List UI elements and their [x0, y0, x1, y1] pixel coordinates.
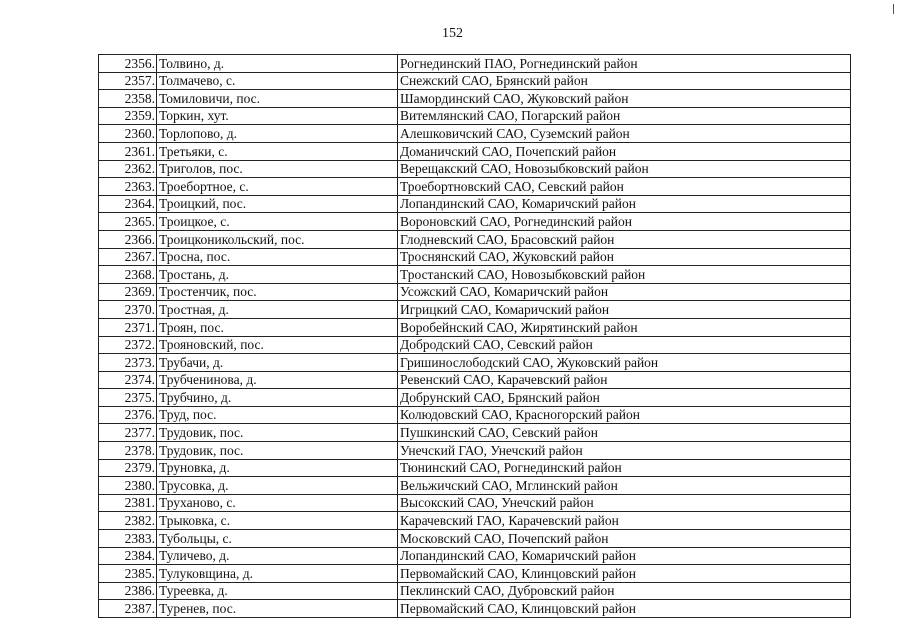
row-number-cell: 2362. [99, 160, 157, 178]
settlement-name-cell: Труновка, д. [157, 459, 398, 477]
administration-district-cell: Рогнединский ПАО, Рогнединский район [398, 55, 851, 73]
administration-district-cell: Верещакский САО, Новозыбковский район [398, 160, 851, 178]
row-number-cell: 2384. [99, 547, 157, 565]
administration-district-cell: Пеклинский САО, Дубровский район [398, 582, 851, 600]
table-row [99, 547, 851, 565]
row-number-cell: 2366. [99, 230, 157, 248]
administration-district-cell: Снежский САО, Брянский район [398, 72, 851, 90]
settlement-name-cell: Трудовик, пос. [157, 442, 398, 460]
administration-district-cell: Тростанский САО, Новозыбковский район [398, 266, 851, 284]
table-row [99, 266, 851, 284]
settlement-name-cell: Тулуковщина, д. [157, 565, 398, 583]
row-number-cell: 2373. [99, 354, 157, 372]
settlement-name-cell: Тростань, д. [157, 266, 398, 284]
settlement-name-cell: Трудовик, пос. [157, 424, 398, 442]
table-row [99, 406, 851, 424]
table-row [99, 142, 851, 160]
administration-district-cell: Колюдовский САО, Красногорский район [398, 406, 851, 424]
row-number-cell: 2372. [99, 336, 157, 354]
settlement-name-cell: Трубчино, д. [157, 389, 398, 407]
row-number-cell: 2371. [99, 318, 157, 336]
table-row [99, 424, 851, 442]
administration-district-cell: Унечский ГАО, Унечский район [398, 442, 851, 460]
table-row [99, 389, 851, 407]
table-row [99, 565, 851, 583]
settlement-name-cell: Туренев, пос. [157, 600, 398, 618]
settlement-name-cell: Труханово, с. [157, 494, 398, 512]
administration-district-cell: Лопандинский САО, Комаричский район [398, 547, 851, 565]
table-row [99, 230, 851, 248]
settlement-name-cell: Туреевка, д. [157, 582, 398, 600]
row-number-cell: 2357. [99, 72, 157, 90]
settlement-name-cell: Томиловичи, пос. [157, 90, 398, 108]
administration-district-cell: Первомайский САО, Клинцовский район [398, 600, 851, 618]
settlement-name-cell: Триголов, пос. [157, 160, 398, 178]
row-number-cell: 2382. [99, 512, 157, 530]
table-row [99, 213, 851, 231]
settlement-name-cell: Толмачево, с. [157, 72, 398, 90]
scan-corner-mark [893, 4, 894, 14]
table-row [99, 72, 851, 90]
administration-district-cell: Московский САО, Почепский район [398, 530, 851, 548]
settlement-name-cell: Тростная, д. [157, 301, 398, 319]
table-row [99, 512, 851, 530]
row-number-cell: 2364. [99, 195, 157, 213]
row-number-cell: 2386. [99, 582, 157, 600]
settlement-name-cell: Трубченинова, д. [157, 371, 398, 389]
table-row [99, 318, 851, 336]
settlement-name-cell: Трояновский, пос. [157, 336, 398, 354]
administration-district-cell: Усожский САО, Комаричский район [398, 283, 851, 301]
administration-district-cell: Вельжичский САО, Мглинский район [398, 477, 851, 495]
settlement-name-cell: Троицконикольский, пос. [157, 230, 398, 248]
administration-district-cell: Добродский САО, Севский район [398, 336, 851, 354]
administration-district-cell: Пушкинский САО, Севский район [398, 424, 851, 442]
administration-district-cell: Ревенский САО, Карачевский район [398, 371, 851, 389]
row-number-cell: 2375. [99, 389, 157, 407]
settlement-name-cell: Торкин, хут. [157, 107, 398, 125]
row-number-cell: 2363. [99, 178, 157, 196]
table-row [99, 55, 851, 73]
row-number-cell: 2383. [99, 530, 157, 548]
table-row [99, 160, 851, 178]
table-row [99, 301, 851, 319]
settlement-name-cell: Туличево, д. [157, 547, 398, 565]
row-number-cell: 2356. [99, 55, 157, 73]
administration-district-cell: Тюнинский САО, Рогнединский район [398, 459, 851, 477]
row-number-cell: 2377. [99, 424, 157, 442]
row-number-cell: 2380. [99, 477, 157, 495]
settlement-name-cell: Троян, пос. [157, 318, 398, 336]
row-number-cell: 2381. [99, 494, 157, 512]
table-row [99, 354, 851, 372]
row-number-cell: 2368. [99, 266, 157, 284]
row-number-cell: 2385. [99, 565, 157, 583]
administration-district-cell: Шамординский САО, Жуковский район [398, 90, 851, 108]
row-number-cell: 2360. [99, 125, 157, 143]
table-row [99, 442, 851, 460]
settlement-name-cell: Торлопово, д. [157, 125, 398, 143]
page-number: 152 [442, 26, 463, 41]
administration-district-cell: Первомайский САО, Клинцовский район [398, 565, 851, 583]
row-number-cell: 2365. [99, 213, 157, 231]
settlement-name-cell: Тубольцы, с. [157, 530, 398, 548]
table-row [99, 371, 851, 389]
table-row [99, 477, 851, 495]
administration-district-cell: Троебортновский САО, Севский район [398, 178, 851, 196]
settlement-name-cell: Троицкий, пос. [157, 195, 398, 213]
table-row [99, 283, 851, 301]
settlement-name-cell: Труд, пос. [157, 406, 398, 424]
administration-district-cell: Карачевский ГАО, Карачевский район [398, 512, 851, 530]
settlement-name-cell: Трусовка, д. [157, 477, 398, 495]
table-row [99, 90, 851, 108]
administration-district-cell: Добрунский САО, Брянский район [398, 389, 851, 407]
administration-district-cell: Лопандинский САО, Комаричский район [398, 195, 851, 213]
table-row [99, 336, 851, 354]
settlement-name-cell: Троебортное, с. [157, 178, 398, 196]
administration-district-cell: Воробейнский САО, Жирятинский район [398, 318, 851, 336]
administration-district-cell: Высокский САО, Унечский район [398, 494, 851, 512]
row-number-cell: 2369. [99, 283, 157, 301]
row-number-cell: 2358. [99, 90, 157, 108]
administration-district-cell: Доманичский САО, Почепский район [398, 142, 851, 160]
administration-district-cell: Алешковичский САО, Суземский район [398, 125, 851, 143]
row-number-cell: 2374. [99, 371, 157, 389]
table-row [99, 178, 851, 196]
administration-district-cell: Гришинослободский САО, Жуковский район [398, 354, 851, 372]
table-row [99, 582, 851, 600]
table-row [99, 107, 851, 125]
row-number-cell: 2359. [99, 107, 157, 125]
table-row [99, 600, 851, 618]
settlements-table-body [99, 55, 851, 618]
table-row [99, 248, 851, 266]
table-row [99, 459, 851, 477]
settlement-name-cell: Тростенчик, пос. [157, 283, 398, 301]
administration-district-cell: Витемлянский САО, Погарский район [398, 107, 851, 125]
row-number-cell: 2367. [99, 248, 157, 266]
administration-district-cell: Вороновский САО, Рогнединский район [398, 213, 851, 231]
row-number-cell: 2378. [99, 442, 157, 460]
administration-district-cell: Игрицкий САО, Комаричский район [398, 301, 851, 319]
settlement-name-cell: Толвино, д. [157, 55, 398, 73]
row-number-cell: 2376. [99, 406, 157, 424]
settlements-table [98, 54, 851, 618]
settlement-name-cell: Трыковка, с. [157, 512, 398, 530]
table-row [99, 494, 851, 512]
settlement-name-cell: Трубачи, д. [157, 354, 398, 372]
row-number-cell: 2370. [99, 301, 157, 319]
table-row [99, 125, 851, 143]
table-row [99, 195, 851, 213]
administration-district-cell: Троснянский САО, Жуковский район [398, 248, 851, 266]
settlement-name-cell: Тросна, пос. [157, 248, 398, 266]
settlement-name-cell: Троицкое, с. [157, 213, 398, 231]
settlement-name-cell: Третьяки, с. [157, 142, 398, 160]
row-number-cell: 2361. [99, 142, 157, 160]
row-number-cell: 2387. [99, 600, 157, 618]
administration-district-cell: Глодневский САО, Брасовский район [398, 230, 851, 248]
row-number-cell: 2379. [99, 459, 157, 477]
table-row [99, 530, 851, 548]
